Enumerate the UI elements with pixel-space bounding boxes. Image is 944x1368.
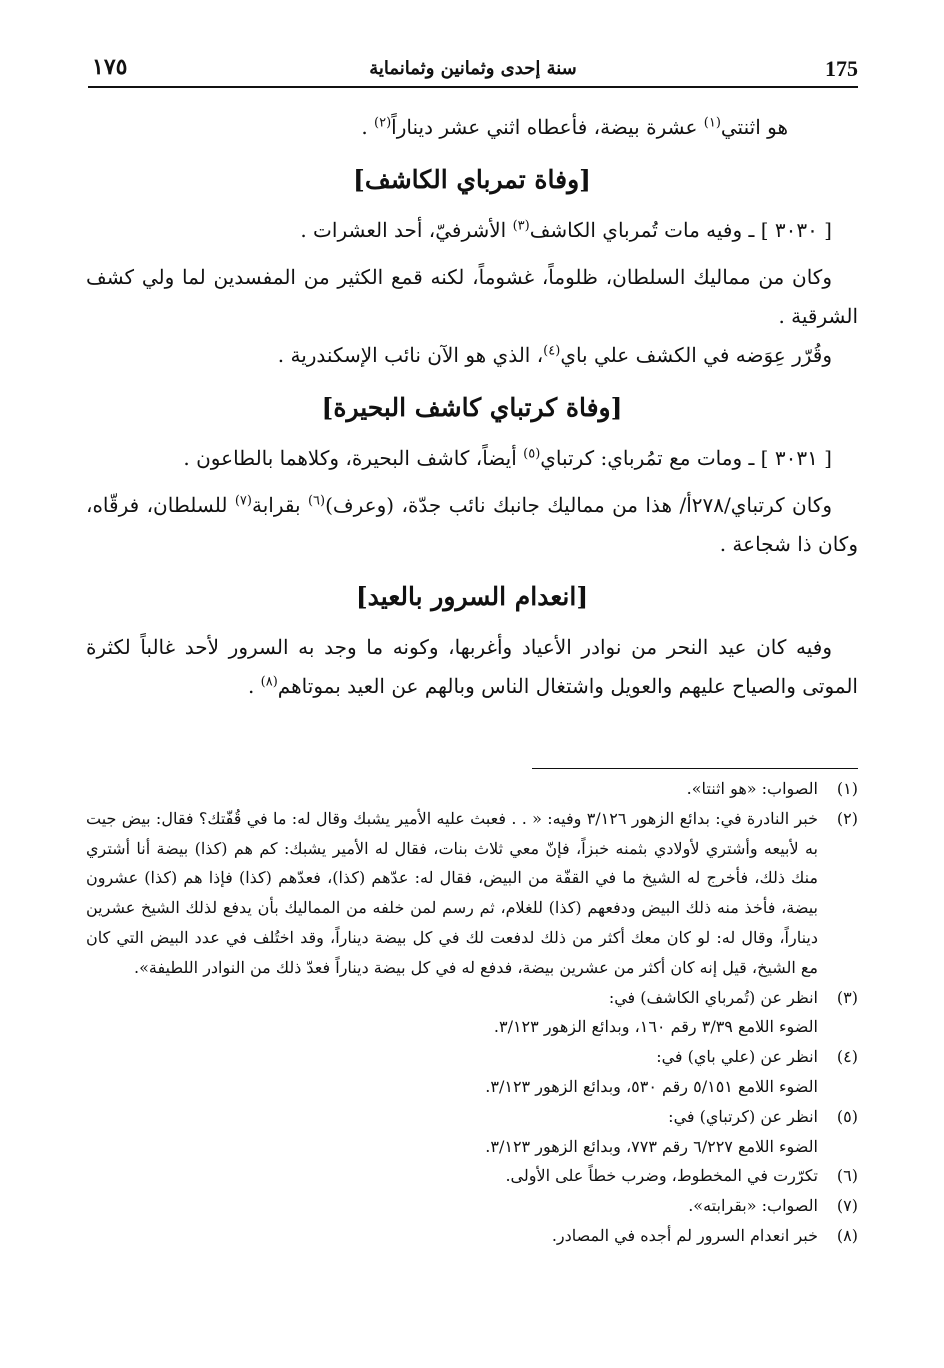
text-run: وكان كرتباي/٢٧٨أ/ هذا من مماليك جانبك نائب جدّة، (وعرف) <box>325 493 833 517</box>
footnote-text: الصواب: «هو اثنتا». <box>686 779 818 798</box>
footnote-text: خبر انعدام السرور لم أجده في المصادر. <box>551 1225 818 1245</box>
footnote-5 <box>86 1102 858 1162</box>
paragraph-3 <box>86 336 858 375</box>
page-number-latin: 175 <box>825 56 858 81</box>
footnote-divider <box>532 768 858 769</box>
text-run: [ ٣٠٣١ ] ـ ومات مع تمُرباي: كرتباي <box>540 446 832 470</box>
section-heading-2: [وفاة كرتباي كاشف البحيرة] <box>321 393 623 422</box>
footnote-2 <box>86 804 858 983</box>
footnote-text: تكرّرت في المخطوط، وضرب خطاً على الأولى. <box>505 1166 818 1186</box>
text-run: وفيه كان عيد النحر من نوادر الأعياد وأغربها، وكونه ما وجد به السرور لأحد غالباً لكثرة الموتى والصياح عليهم والعويل واشتغال الناس وبالهم عن العيد بموتاهم <box>86 635 858 698</box>
main-text <box>86 108 858 706</box>
text-run: ، الذي هو الآن نائب الإسكندرية . <box>277 343 544 367</box>
footnote-text: انظر عن (تُمرباي الكاشف) في: <box>608 987 818 1007</box>
footnote-number: (٧) <box>836 1196 858 1216</box>
paragraph-2: وكان من مماليك السلطان، ظلوماً، غشوماً، لكنه قمع الكثير من المفسدين لما ولي كشف الشرقية . <box>86 265 858 328</box>
footnote-text: انظر عن (كرتباي) في: <box>668 1106 818 1126</box>
footnote-number: (٨) <box>836 1225 858 1245</box>
footnote-ref: (٦) <box>307 493 326 509</box>
footnote-ref: (١) <box>703 115 721 131</box>
footnote-number: (١) <box>836 779 858 798</box>
footnote-body <box>86 1102 818 1162</box>
footnote-number: (٤) <box>836 1047 858 1067</box>
footnote-ref: (٣) <box>512 218 530 234</box>
footnote-text: الصواب: «بقرابته». <box>688 1196 818 1216</box>
footnote-1 <box>86 774 858 804</box>
text-run: [ ٣٠٣٠ ] ـ وفيه مات تُمرباي الكاشف <box>529 218 832 242</box>
page-header <box>88 56 858 88</box>
footnote-number: (٢) <box>836 808 858 828</box>
text-run: هو اثنتي <box>720 115 788 139</box>
footnote-number: (٥) <box>836 1106 858 1126</box>
text-run: . <box>361 115 375 139</box>
text-run: . <box>247 674 261 698</box>
paragraph-0 <box>86 108 858 147</box>
footnote-number: (٣) <box>836 987 858 1007</box>
footnote-ref: (٨) <box>260 674 278 690</box>
running-title: سنة إحدى وثمانين وثمانماية <box>369 58 577 79</box>
page-number-arabic: ١٧٥ <box>92 54 128 80</box>
text-run: عشرة بيضة، فأعطاه اثني عشر ديناراً <box>391 115 704 139</box>
footnote-source: الضوء اللامع ٣/٣٩ رقم ١٦٠، وبدائع الزهور ٣/١٢٣. <box>493 1017 818 1037</box>
paragraph-1 <box>86 211 858 250</box>
footnotes <box>86 774 858 1251</box>
footnote-source: الضوء اللامع ٥/١٥١ رقم ٥٣٠، وبدائع الزهور ٣/١٢٣. <box>485 1076 818 1096</box>
footnote-body <box>86 1042 818 1102</box>
footnote-8 <box>86 1221 858 1251</box>
text-run: للسلطان، فرقّاه، وكان ذا شجاعة . <box>86 493 858 556</box>
text-run: الأشرفيّ، أحد العشرات . <box>300 218 513 242</box>
footnote-number: (٦) <box>836 1166 858 1186</box>
paragraph-6 <box>86 628 858 706</box>
footnote-ref: (٧) <box>234 493 252 509</box>
footnote-ref: (٢) <box>374 115 392 131</box>
section-heading-1: [وفاة تمرباي الكاشف] <box>353 165 591 194</box>
footnote-6 <box>86 1161 858 1191</box>
footnote-text: انظر عن (علي باي) في: <box>656 1047 818 1067</box>
text-run: أيضاً، كاشف البحيرة، وكلاهما بالطاعون . <box>183 446 524 470</box>
text-run: بقرابة <box>251 493 308 517</box>
footnote-3 <box>86 983 858 1043</box>
footnote-ref: (٥) <box>523 446 541 462</box>
footnote-body <box>86 983 818 1043</box>
footnote-7 <box>86 1191 858 1221</box>
footnote-4 <box>86 1042 858 1102</box>
footnote-text: خبر النادرة في: بدائع الزهور ٣/١٢٦ وفيه: « . . فعبث عليه الأمير يشبك وقال له: ما في قُفّتك؟ فقال: بيض جيت به لأبيعه وأشتري لأولادي بثمنه خبزاً، فإنّ معي ثلاث بنات، فقال له الأمير يشبك: كم هم (كذا) بيضة أنا أشتري منك ذلك، فأخرج له الشيخ ما في القفّة من البيض، فقال له: عدّهم (كذا)، فعدّهم (كذا) فإذا هم (كذا) عشرون بيضة، فأخذ منه ذلك البيض ودفعهم (كذا) للغلام، ثم رسم لمن خلفه من المماليك بأن يدفع لذلك الشيخ عشرين ديناراً، وقال له: لو كان معك أكثر من ذلك لدفعت لك في كل بيضة ديناراً، وقد اختُلف في عدد البيض التي كان مع الشيخ، قيل إنه كان أكثر من عشرين بيضة، فدفع له في كل بيضة ديناراً فعدّ ذلك من النوادر اللطيفة». <box>86 808 819 977</box>
footnote-ref: (٤) <box>543 343 561 359</box>
text-run: وقُرّر عِوَضه في الكشف علي باي <box>560 343 832 367</box>
paragraph-5 <box>86 486 858 564</box>
paragraph-4 <box>86 439 858 478</box>
section-heading-3: [انعدام السرور بالعيد] <box>355 582 589 611</box>
footnote-source: الضوء اللامع ٦/٢٢٧ رقم ٧٧٣، وبدائع الزهور ٣/١٢٣. <box>485 1136 818 1156</box>
